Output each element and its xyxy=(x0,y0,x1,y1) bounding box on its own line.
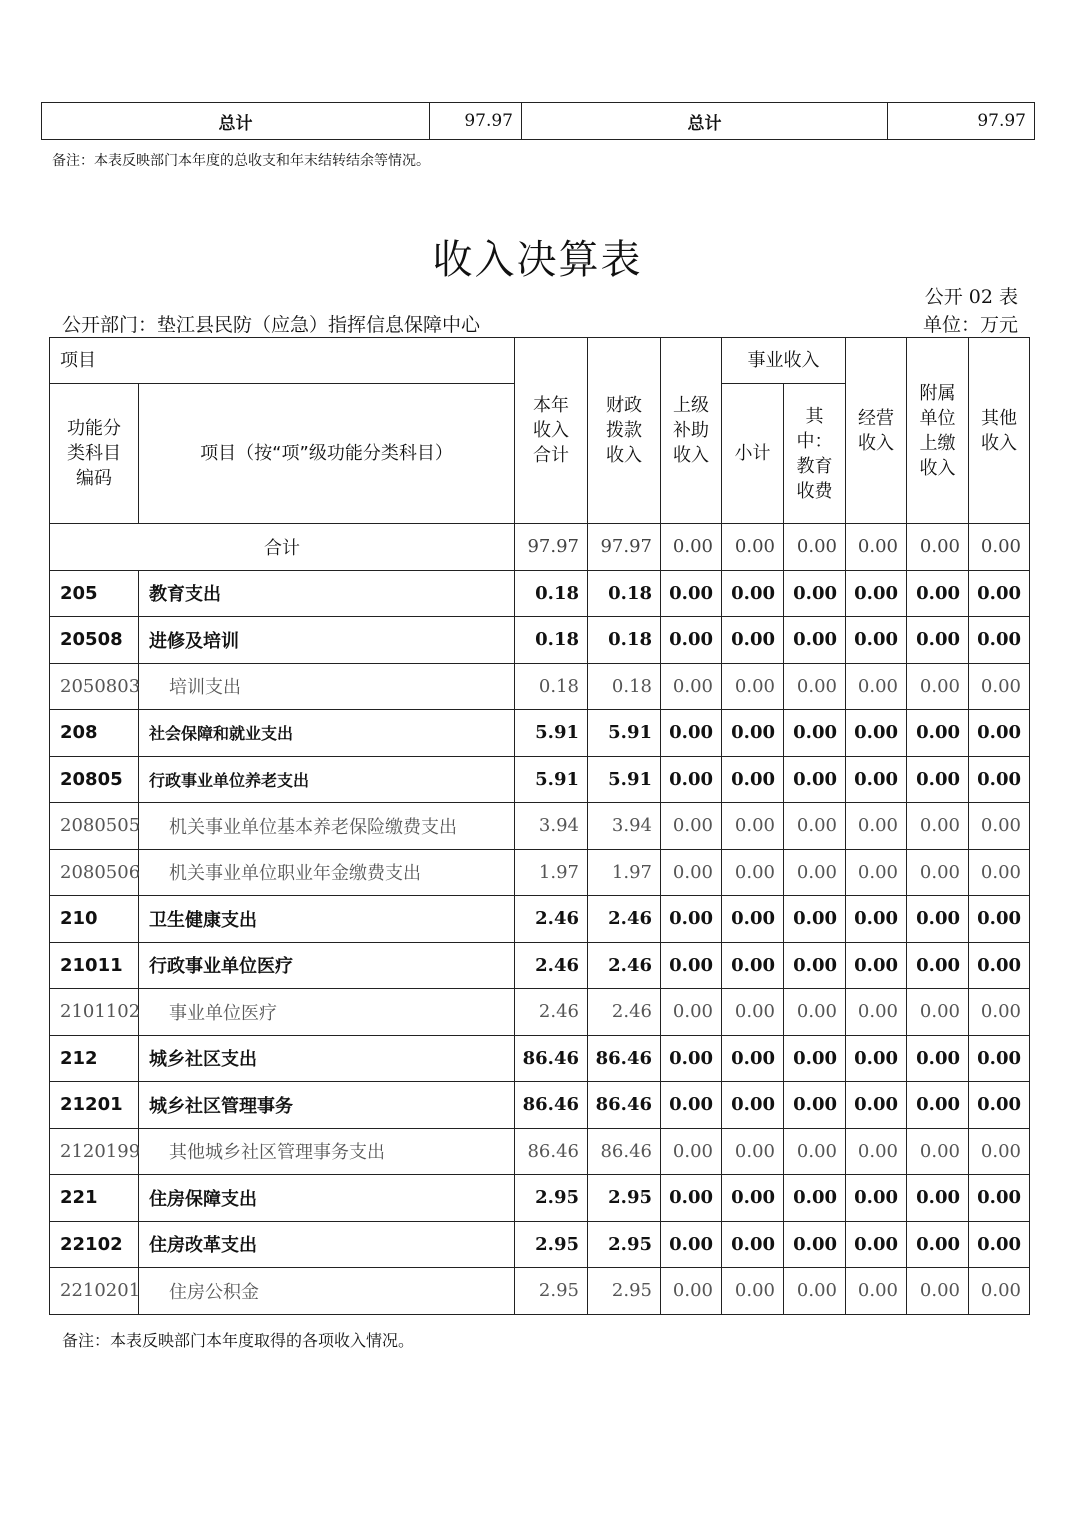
row-value: 0.00 xyxy=(846,1268,907,1315)
row-value: 0.00 xyxy=(969,849,1030,896)
unit-label: 单位：万元 xyxy=(922,314,1018,336)
row-value: 2.95 xyxy=(515,1175,588,1222)
row-value: 0.00 xyxy=(661,896,722,943)
row-code: 2210201 xyxy=(50,1268,139,1315)
row-code: 21201 xyxy=(50,1082,139,1129)
row-value: 0.00 xyxy=(907,617,969,664)
row-code: 210 xyxy=(50,896,139,943)
row-value: 2.46 xyxy=(515,989,588,1036)
row-value: 0.00 xyxy=(846,1082,907,1129)
row-value: 0.18 xyxy=(515,570,588,617)
row-value: 5.91 xyxy=(515,710,588,757)
row-value: 0.00 xyxy=(969,756,1030,803)
row-value: 0.18 xyxy=(588,570,661,617)
row-value: 0.00 xyxy=(661,617,722,664)
table-row xyxy=(50,710,1030,757)
row-value: 0.00 xyxy=(907,1268,969,1315)
row-value: 0.00 xyxy=(722,1035,784,1082)
header-business: 事业收入 xyxy=(722,338,846,384)
row-value: 1.97 xyxy=(588,849,661,896)
summary-left-label: 总计 xyxy=(42,103,430,140)
row-value: 0.00 xyxy=(969,989,1030,1036)
row-value: 0.18 xyxy=(515,663,588,710)
row-value: 5.91 xyxy=(515,756,588,803)
row-value: 0.00 xyxy=(969,1128,1030,1175)
row-value: 0.00 xyxy=(661,1082,722,1129)
row-value: 0.00 xyxy=(784,617,846,664)
table-row xyxy=(50,896,1030,943)
row-code: 2101102 xyxy=(50,989,139,1036)
row-value: 1.97 xyxy=(515,849,588,896)
row-code: 21011 xyxy=(50,942,139,989)
row-name: 机关事业单位职业年金缴费支出 xyxy=(139,849,515,896)
row-value: 0.00 xyxy=(846,710,907,757)
row-name: 城乡社区支出 xyxy=(139,1035,515,1082)
row-value: 0.00 xyxy=(907,663,969,710)
row-name: 培训支出 xyxy=(139,663,515,710)
header-code: 功能分类科目编码 xyxy=(50,384,139,524)
total-cell: 0.00 xyxy=(846,524,907,571)
row-value: 0.00 xyxy=(846,896,907,943)
row-value: 0.00 xyxy=(722,1082,784,1129)
row-value: 86.46 xyxy=(515,1128,588,1175)
table-row xyxy=(50,617,1030,664)
row-value: 0.00 xyxy=(722,989,784,1036)
row-value: 0.00 xyxy=(969,1175,1030,1222)
summary-row xyxy=(42,103,1035,140)
income-table xyxy=(49,337,1030,1315)
row-code: 2120199 xyxy=(50,1128,139,1175)
row-value: 0.00 xyxy=(969,570,1030,617)
total-cell: 0.00 xyxy=(722,524,784,571)
row-value: 86.46 xyxy=(588,1082,661,1129)
row-name: 社会保障和就业支出 xyxy=(139,710,515,757)
header-fiscal: 财政拨款收入 xyxy=(588,338,661,524)
row-code: 208 xyxy=(50,710,139,757)
row-value: 0.00 xyxy=(784,1035,846,1082)
row-value: 0.00 xyxy=(661,989,722,1036)
row-value: 2.46 xyxy=(515,896,588,943)
table-row xyxy=(50,942,1030,989)
row-value: 86.46 xyxy=(515,1082,588,1129)
row-value: 0.00 xyxy=(969,1268,1030,1315)
header-operating: 经营收入 xyxy=(846,338,907,524)
row-code: 2080506 xyxy=(50,849,139,896)
row-value: 86.46 xyxy=(588,1128,661,1175)
row-value: 0.00 xyxy=(784,942,846,989)
row-value: 2.95 xyxy=(588,1221,661,1268)
row-value: 3.94 xyxy=(515,803,588,850)
row-value: 0.00 xyxy=(722,756,784,803)
row-value: 0.00 xyxy=(661,663,722,710)
row-value: 0.00 xyxy=(722,1221,784,1268)
total-cell: 0.00 xyxy=(907,524,969,571)
row-value: 0.00 xyxy=(907,803,969,850)
summary-table xyxy=(41,102,1035,140)
row-value: 0.00 xyxy=(661,942,722,989)
row-value: 2.46 xyxy=(588,989,661,1036)
row-value: 0.00 xyxy=(661,756,722,803)
total-cell: 97.97 xyxy=(515,524,588,571)
row-value: 0.00 xyxy=(846,756,907,803)
row-value: 0.00 xyxy=(846,849,907,896)
row-value: 0.00 xyxy=(784,1221,846,1268)
table-row xyxy=(50,1175,1030,1222)
row-value: 0.00 xyxy=(661,1035,722,1082)
header-affiliated: 附属单位上缴收入 xyxy=(907,338,969,524)
row-name: 教育支出 xyxy=(139,570,515,617)
row-value: 0.00 xyxy=(661,1221,722,1268)
row-value: 0.00 xyxy=(907,849,969,896)
row-value: 2.46 xyxy=(588,896,661,943)
row-value: 2.46 xyxy=(515,942,588,989)
row-value: 0.00 xyxy=(784,1082,846,1129)
row-value: 0.00 xyxy=(969,896,1030,943)
row-value: 0.00 xyxy=(661,1175,722,1222)
row-name: 其他城乡社区管理事务支出 xyxy=(139,1128,515,1175)
row-value: 0.00 xyxy=(969,942,1030,989)
row-value: 0.00 xyxy=(784,896,846,943)
row-value: 0.00 xyxy=(907,1082,969,1129)
row-value: 2.95 xyxy=(515,1221,588,1268)
row-value: 0.00 xyxy=(784,1128,846,1175)
summary-right-value: 97.97 xyxy=(888,103,1035,140)
header-project: 项目 xyxy=(50,338,515,384)
row-value: 0.00 xyxy=(969,1035,1030,1082)
row-value: 0.18 xyxy=(588,617,661,664)
row-value: 0.00 xyxy=(784,756,846,803)
row-value: 0.00 xyxy=(969,617,1030,664)
row-value: 0.00 xyxy=(846,1035,907,1082)
row-value: 0.00 xyxy=(969,803,1030,850)
row-value: 86.46 xyxy=(588,1035,661,1082)
row-name: 进修及培训 xyxy=(139,617,515,664)
row-name: 机关事业单位基本养老保险缴费支出 xyxy=(139,803,515,850)
row-value: 0.00 xyxy=(784,710,846,757)
department-label: 公开部门：垫江县民防（应急）指挥信息保障中心 xyxy=(62,314,481,336)
header-total-income: 本年收入合计 xyxy=(515,338,588,524)
table-row xyxy=(50,663,1030,710)
header-item-name: 项目（按“项”级功能分类科目） xyxy=(139,384,515,524)
table-row xyxy=(50,570,1030,617)
row-value: 0.00 xyxy=(969,710,1030,757)
row-value: 0.00 xyxy=(846,942,907,989)
row-code: 20508 xyxy=(50,617,139,664)
row-value: 5.91 xyxy=(588,710,661,757)
row-value: 0.00 xyxy=(784,849,846,896)
row-code: 20805 xyxy=(50,756,139,803)
total-label: 合计 xyxy=(50,524,515,571)
row-value: 0.00 xyxy=(661,803,722,850)
bottom-note: 备注：本表反映部门本年度取得的各项收入情况。 xyxy=(62,1331,415,1350)
row-value: 0.00 xyxy=(846,1128,907,1175)
row-name: 行政事业单位医疗 xyxy=(139,942,515,989)
header-superior: 上级补助收入 xyxy=(661,338,722,524)
row-value: 0.00 xyxy=(784,663,846,710)
row-value: 0.00 xyxy=(846,1175,907,1222)
row-value: 0.00 xyxy=(784,1268,846,1315)
row-value: 0.00 xyxy=(907,896,969,943)
row-code: 205 xyxy=(50,570,139,617)
table-row xyxy=(50,849,1030,896)
row-value: 2.46 xyxy=(588,942,661,989)
row-name: 行政事业单位养老支出 xyxy=(139,756,515,803)
row-code: 2050803 xyxy=(50,663,139,710)
row-value: 0.00 xyxy=(846,803,907,850)
row-name: 卫生健康支出 xyxy=(139,896,515,943)
row-value: 0.18 xyxy=(588,663,661,710)
total-cell: 0.00 xyxy=(969,524,1030,571)
row-value: 0.00 xyxy=(907,570,969,617)
row-code: 221 xyxy=(50,1175,139,1222)
row-value: 0.00 xyxy=(846,989,907,1036)
row-value: 2.95 xyxy=(588,1268,661,1315)
row-value: 0.18 xyxy=(515,617,588,664)
row-value: 3.94 xyxy=(588,803,661,850)
row-value: 0.00 xyxy=(722,942,784,989)
table-row xyxy=(50,1082,1030,1129)
row-value: 0.00 xyxy=(661,849,722,896)
row-value: 0.00 xyxy=(784,803,846,850)
row-value: 0.00 xyxy=(722,710,784,757)
table-row xyxy=(50,1128,1030,1175)
table-row xyxy=(50,803,1030,850)
row-value: 0.00 xyxy=(969,663,1030,710)
row-value: 0.00 xyxy=(969,1082,1030,1129)
row-name: 住房改革支出 xyxy=(139,1221,515,1268)
row-value: 0.00 xyxy=(722,896,784,943)
table-number: 公开 02 表 xyxy=(924,286,1018,308)
row-code: 2080505 xyxy=(50,803,139,850)
row-value: 0.00 xyxy=(907,1035,969,1082)
total-cell: 0.00 xyxy=(661,524,722,571)
row-code: 212 xyxy=(50,1035,139,1082)
row-name: 住房公积金 xyxy=(139,1268,515,1315)
table-row xyxy=(50,989,1030,1036)
row-value: 0.00 xyxy=(907,989,969,1036)
table-row xyxy=(50,1221,1030,1268)
row-value: 0.00 xyxy=(722,1268,784,1315)
row-value: 0.00 xyxy=(907,756,969,803)
table-row xyxy=(50,756,1030,803)
row-value: 0.00 xyxy=(661,1268,722,1315)
row-value: 0.00 xyxy=(846,570,907,617)
total-cell: 0.00 xyxy=(784,524,846,571)
row-value: 0.00 xyxy=(722,570,784,617)
page-title: 收入决算表 xyxy=(432,237,643,283)
row-name: 事业单位医疗 xyxy=(139,989,515,1036)
row-value: 0.00 xyxy=(661,570,722,617)
total-cell: 97.97 xyxy=(588,524,661,571)
row-name: 城乡社区管理事务 xyxy=(139,1082,515,1129)
row-value: 0.00 xyxy=(907,1128,969,1175)
header-education: 其中：教育收费 xyxy=(784,384,846,524)
row-value: 0.00 xyxy=(722,663,784,710)
row-value: 0.00 xyxy=(661,1128,722,1175)
row-value: 5.91 xyxy=(588,756,661,803)
row-value: 0.00 xyxy=(907,942,969,989)
row-value: 0.00 xyxy=(722,1175,784,1222)
row-value: 0.00 xyxy=(722,849,784,896)
row-code: 22102 xyxy=(50,1221,139,1268)
row-value: 2.95 xyxy=(515,1268,588,1315)
row-value: 0.00 xyxy=(846,663,907,710)
row-value: 0.00 xyxy=(722,1128,784,1175)
row-value: 0.00 xyxy=(907,710,969,757)
row-value: 2.95 xyxy=(588,1175,661,1222)
header-other: 其他收入 xyxy=(969,338,1030,524)
row-value: 0.00 xyxy=(661,710,722,757)
total-row xyxy=(50,524,1030,571)
header-subtotal: 小计 xyxy=(722,384,784,524)
table-row xyxy=(50,1268,1030,1315)
row-value: 86.46 xyxy=(515,1035,588,1082)
row-value: 0.00 xyxy=(784,1175,846,1222)
row-value: 0.00 xyxy=(784,989,846,1036)
top-note: 备注：本表反映部门本年度的总收支和年末结转结余等情况。 xyxy=(52,153,430,169)
row-value: 0.00 xyxy=(969,1221,1030,1268)
row-name: 住房保障支出 xyxy=(139,1175,515,1222)
row-value: 0.00 xyxy=(846,1221,907,1268)
table-row xyxy=(50,1035,1030,1082)
row-value: 0.00 xyxy=(722,803,784,850)
summary-left-value: 97.97 xyxy=(430,103,522,140)
row-value: 0.00 xyxy=(846,617,907,664)
summary-right-label: 总计 xyxy=(522,103,888,140)
row-value: 0.00 xyxy=(907,1175,969,1222)
row-value: 0.00 xyxy=(907,1221,969,1268)
row-value: 0.00 xyxy=(784,570,846,617)
row-value: 0.00 xyxy=(722,617,784,664)
